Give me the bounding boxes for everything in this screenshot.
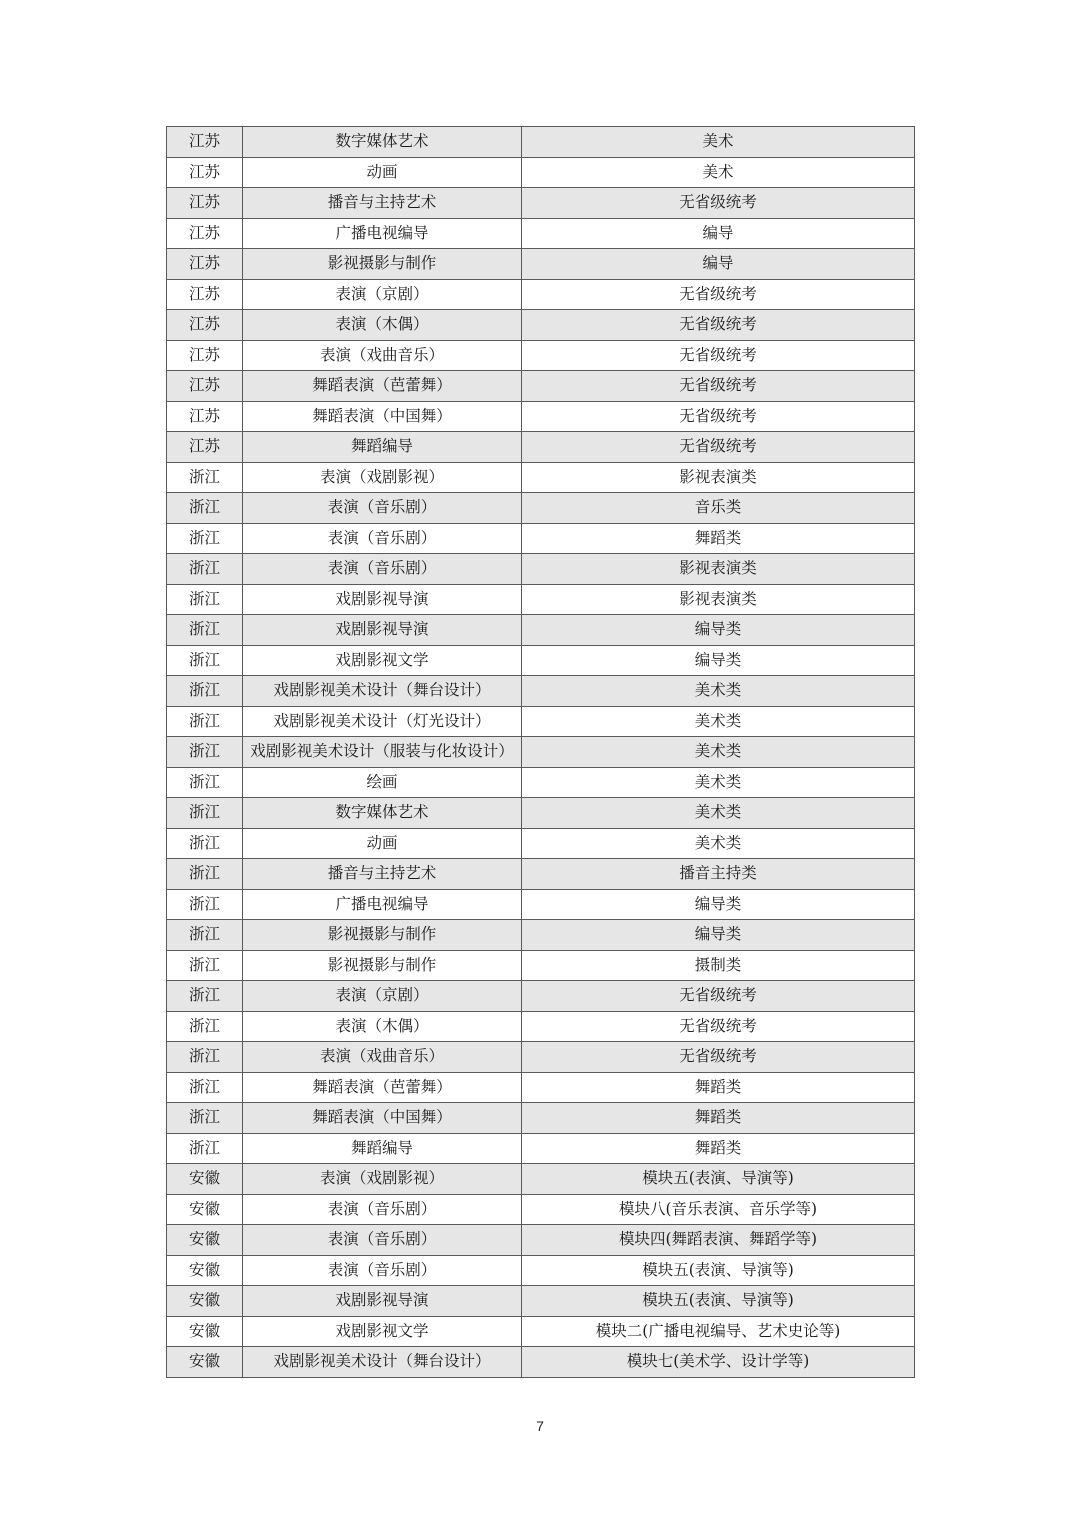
exam-cell: 美术 — [522, 157, 915, 188]
major-cell: 舞蹈表演（芭蕾舞） — [243, 371, 522, 402]
exam-cell: 舞蹈类 — [522, 1103, 915, 1134]
province-cell: 江苏 — [167, 279, 243, 310]
table-row — [167, 218, 915, 249]
major-cell: 戏剧影视美术设计（舞台设计） — [243, 1347, 522, 1378]
exam-cell: 美术类 — [522, 737, 915, 768]
table-row — [167, 1164, 915, 1195]
exam-cell: 无省级统考 — [522, 1042, 915, 1073]
exam-cell: 美术类 — [522, 706, 915, 737]
major-cell: 舞蹈编导 — [243, 432, 522, 463]
province-cell: 江苏 — [167, 127, 243, 158]
table-row — [167, 798, 915, 829]
province-cell: 浙江 — [167, 1072, 243, 1103]
table-row — [167, 310, 915, 341]
exam-cell: 编导类 — [522, 889, 915, 920]
exam-cell: 无省级统考 — [522, 188, 915, 219]
province-cell: 浙江 — [167, 493, 243, 524]
exam-cell: 舞蹈类 — [522, 1072, 915, 1103]
table-row — [167, 1255, 915, 1286]
table-row — [167, 1072, 915, 1103]
table-row — [167, 462, 915, 493]
major-cell: 表演（戏剧影视） — [243, 462, 522, 493]
exam-cell: 美术类 — [522, 828, 915, 859]
major-cell: 表演（戏剧影视） — [243, 1164, 522, 1195]
table-row — [167, 767, 915, 798]
table-row — [167, 676, 915, 707]
table-row — [167, 432, 915, 463]
exam-cell: 舞蹈类 — [522, 1133, 915, 1164]
exam-cell: 美术类 — [522, 767, 915, 798]
province-cell: 浙江 — [167, 645, 243, 676]
table-row — [167, 1011, 915, 1042]
major-cell: 戏剧影视美术设计（舞台设计） — [243, 676, 522, 707]
exam-cell: 编导类 — [522, 615, 915, 646]
exam-cell: 模块五(表演、导演等) — [522, 1255, 915, 1286]
province-cell: 安徽 — [167, 1255, 243, 1286]
page-number: 7 — [536, 1418, 544, 1434]
province-cell: 浙江 — [167, 798, 243, 829]
province-cell: 江苏 — [167, 401, 243, 432]
exam-cell: 编导类 — [522, 645, 915, 676]
major-cell: 表演（音乐剧） — [243, 1255, 522, 1286]
major-cell: 播音与主持艺术 — [243, 859, 522, 890]
province-cell: 江苏 — [167, 188, 243, 219]
major-cell: 表演（音乐剧） — [243, 523, 522, 554]
province-cell: 浙江 — [167, 615, 243, 646]
table-row — [167, 493, 915, 524]
table-body — [167, 127, 915, 1378]
province-cell: 浙江 — [167, 950, 243, 981]
major-cell: 数字媒体艺术 — [243, 798, 522, 829]
major-cell: 戏剧影视文学 — [243, 645, 522, 676]
province-cell: 江苏 — [167, 432, 243, 463]
exam-cell: 摄制类 — [522, 950, 915, 981]
major-cell: 动画 — [243, 828, 522, 859]
major-cell: 广播电视编导 — [243, 218, 522, 249]
province-cell: 浙江 — [167, 584, 243, 615]
table-row — [167, 188, 915, 219]
table-row — [167, 554, 915, 585]
major-cell: 戏剧影视美术设计（灯光设计） — [243, 706, 522, 737]
exam-cell: 编导类 — [522, 920, 915, 951]
major-cell: 表演（京剧） — [243, 279, 522, 310]
table-row — [167, 859, 915, 890]
exam-cell: 无省级统考 — [522, 1011, 915, 1042]
province-cell: 江苏 — [167, 340, 243, 371]
exam-cell: 美术 — [522, 127, 915, 158]
exam-cell: 影视表演类 — [522, 462, 915, 493]
major-cell: 播音与主持艺术 — [243, 188, 522, 219]
province-cell: 浙江 — [167, 737, 243, 768]
province-cell: 浙江 — [167, 676, 243, 707]
exam-cell: 无省级统考 — [522, 340, 915, 371]
major-cell: 舞蹈表演（中国舞） — [243, 1103, 522, 1134]
major-cell: 表演（音乐剧） — [243, 493, 522, 524]
exam-cell: 音乐类 — [522, 493, 915, 524]
province-cell: 浙江 — [167, 828, 243, 859]
table-row — [167, 249, 915, 280]
major-cell: 动画 — [243, 157, 522, 188]
exam-cell: 编导 — [522, 218, 915, 249]
province-cell: 浙江 — [167, 523, 243, 554]
table-row — [167, 1042, 915, 1073]
major-cell: 戏剧影视导演 — [243, 615, 522, 646]
table-row — [167, 645, 915, 676]
exam-cell: 美术类 — [522, 798, 915, 829]
province-cell: 江苏 — [167, 218, 243, 249]
province-cell: 江苏 — [167, 249, 243, 280]
exam-cell: 模块七(美术学、设计学等) — [522, 1347, 915, 1378]
major-cell: 绘画 — [243, 767, 522, 798]
major-exam-table — [166, 126, 915, 1378]
table-row — [167, 279, 915, 310]
table-row — [167, 1133, 915, 1164]
province-cell: 浙江 — [167, 1103, 243, 1134]
table-row — [167, 401, 915, 432]
exam-cell: 模块八(音乐表演、音乐学等) — [522, 1194, 915, 1225]
major-cell: 表演（木偶） — [243, 1011, 522, 1042]
province-cell: 安徽 — [167, 1347, 243, 1378]
exam-cell: 美术类 — [522, 676, 915, 707]
major-cell: 表演（木偶） — [243, 310, 522, 341]
major-cell: 影视摄影与制作 — [243, 950, 522, 981]
exam-cell: 播音主持类 — [522, 859, 915, 890]
table-row — [167, 920, 915, 951]
province-cell: 安徽 — [167, 1194, 243, 1225]
exam-cell: 影视表演类 — [522, 584, 915, 615]
table-row — [167, 1194, 915, 1225]
exam-cell: 无省级统考 — [522, 981, 915, 1012]
major-cell: 戏剧影视导演 — [243, 1286, 522, 1317]
province-cell: 浙江 — [167, 1042, 243, 1073]
exam-cell: 舞蹈类 — [522, 523, 915, 554]
table-row — [167, 889, 915, 920]
major-cell: 戏剧影视导演 — [243, 584, 522, 615]
table-row — [167, 523, 915, 554]
exam-cell: 无省级统考 — [522, 310, 915, 341]
major-cell: 戏剧影视文学 — [243, 1316, 522, 1347]
table-row — [167, 1225, 915, 1256]
province-cell: 浙江 — [167, 767, 243, 798]
major-cell: 影视摄影与制作 — [243, 249, 522, 280]
table-row — [167, 1347, 915, 1378]
major-cell: 舞蹈表演（芭蕾舞） — [243, 1072, 522, 1103]
table-row — [167, 950, 915, 981]
major-cell: 表演（音乐剧） — [243, 1194, 522, 1225]
table-row — [167, 828, 915, 859]
major-cell: 表演（京剧） — [243, 981, 522, 1012]
major-cell: 舞蹈表演（中国舞） — [243, 401, 522, 432]
table-row — [167, 1316, 915, 1347]
province-cell: 浙江 — [167, 1133, 243, 1164]
province-cell: 浙江 — [167, 889, 243, 920]
province-cell: 浙江 — [167, 920, 243, 951]
province-cell: 江苏 — [167, 371, 243, 402]
table-row — [167, 737, 915, 768]
table-row — [167, 340, 915, 371]
table-row — [167, 1103, 915, 1134]
exam-cell: 模块五(表演、导演等) — [522, 1286, 915, 1317]
major-cell: 表演（音乐剧） — [243, 554, 522, 585]
major-cell: 戏剧影视美术设计（服装与化妆设计） — [243, 737, 522, 768]
province-cell: 江苏 — [167, 157, 243, 188]
major-cell: 影视摄影与制作 — [243, 920, 522, 951]
document-sheet — [166, 126, 914, 1378]
province-cell: 江苏 — [167, 310, 243, 341]
major-cell: 表演（音乐剧） — [243, 1225, 522, 1256]
major-cell: 数字媒体艺术 — [243, 127, 522, 158]
table-row — [167, 127, 915, 158]
province-cell: 安徽 — [167, 1164, 243, 1195]
province-cell: 安徽 — [167, 1286, 243, 1317]
table-row — [167, 157, 915, 188]
table-row — [167, 706, 915, 737]
exam-cell: 编导 — [522, 249, 915, 280]
province-cell: 安徽 — [167, 1316, 243, 1347]
major-cell: 舞蹈编导 — [243, 1133, 522, 1164]
exam-cell: 影视表演类 — [522, 554, 915, 585]
major-cell: 表演（戏曲音乐） — [243, 1042, 522, 1073]
exam-cell: 无省级统考 — [522, 279, 915, 310]
province-cell: 浙江 — [167, 859, 243, 890]
table-row — [167, 1286, 915, 1317]
table-row — [167, 584, 915, 615]
province-cell: 浙江 — [167, 981, 243, 1012]
exam-cell: 模块五(表演、导演等) — [522, 1164, 915, 1195]
table-row — [167, 615, 915, 646]
exam-cell: 模块四(舞蹈表演、舞蹈学等) — [522, 1225, 915, 1256]
table-row — [167, 981, 915, 1012]
province-cell: 浙江 — [167, 1011, 243, 1042]
exam-cell: 无省级统考 — [522, 401, 915, 432]
province-cell: 浙江 — [167, 706, 243, 737]
major-cell: 广播电视编导 — [243, 889, 522, 920]
exam-cell: 无省级统考 — [522, 432, 915, 463]
table-row — [167, 371, 915, 402]
province-cell: 浙江 — [167, 554, 243, 585]
province-cell: 安徽 — [167, 1225, 243, 1256]
province-cell: 浙江 — [167, 462, 243, 493]
major-cell: 表演（戏曲音乐） — [243, 340, 522, 371]
exam-cell: 模块二(广播电视编导、艺术史论等) — [522, 1316, 915, 1347]
exam-cell: 无省级统考 — [522, 371, 915, 402]
